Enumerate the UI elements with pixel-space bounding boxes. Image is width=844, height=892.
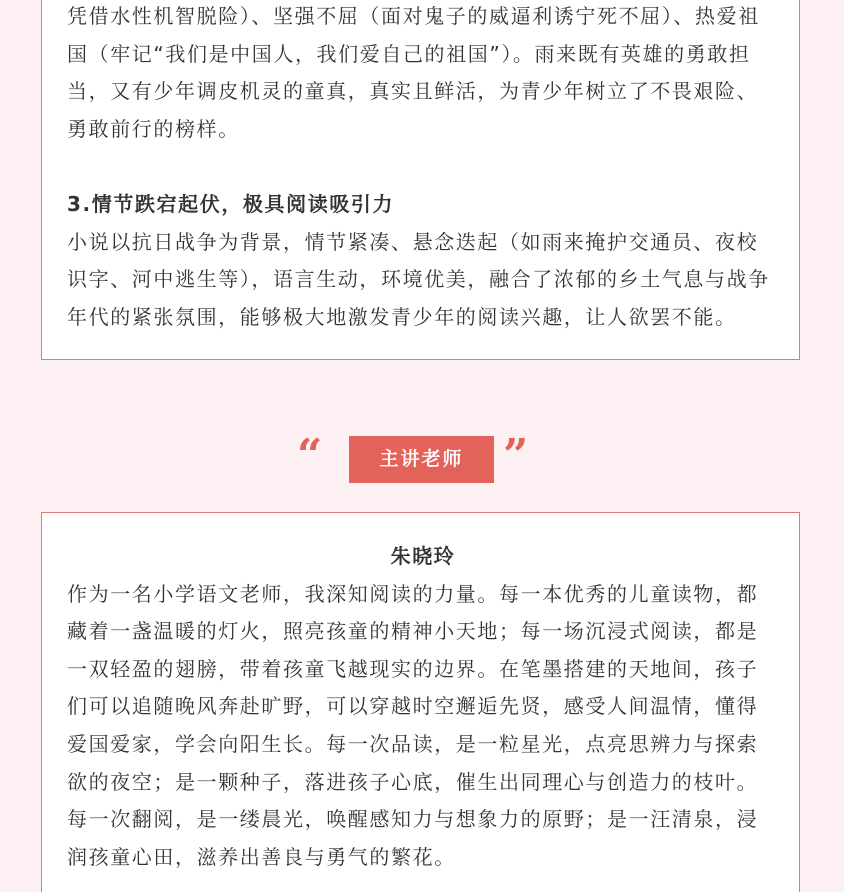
book-intro-card [41, 0, 800, 360]
open-quote-icon: “ [297, 430, 323, 481]
point3-body: 小说以抗日战争为背景，情节紧凑、悬念迭起（如雨来掩护交通员、夜校识字、河中逃生等），语言生动，环境优美，融合了浓郁的乡土气息与战争年代的紧张氛围，能够极大地激发青少年的阅读兴趣，让人欲罢不能。 [67, 229, 770, 329]
teacher-card [41, 512, 800, 892]
point3-heading: 3.情节跌宕起伏，极具阅读吸引力 [67, 191, 395, 216]
paragraph-spacer [67, 148, 779, 186]
teacher-name: 朱晓玲 [390, 544, 456, 568]
teacher-section-header [0, 430, 844, 483]
intro-paragraph-end: 凭借水性机智脱险）、坚强不屈（面对鬼子的威逼利诱宁死不屈）、热爱祖国（牢记“我们是中国人，我们爱自己的祖国”）。雨来既有英雄的勇敢担当，又有少年调皮机灵的童真，真实且鲜活，为青少年树立了不畏艰险、勇敢前行的榜样。 [67, 4, 760, 141]
teacher-text [67, 538, 779, 876]
teacher-intro: 作为一名小学语文老师，我深知阅读的力量。每一本优秀的儿童读物，都藏着一盏温暖的灯火，照亮孩童的精神小天地；每一场沉浸式阅读，都是一双轻盈的翅膀，带着孩童飞越现实的边界。在笔墨搭建的天地间，孩子们可以追随晚风奔赴旷野，可以穿越时空邂逅先贤，感受人间温情，懂得爱国爱家，学会向阳生长。每一次品读，是一粒星光，点亮思辨力与探索欲的夜空；是一颗种子，落进孩子心底，催生出同理心与创造力的枝叶。每一次翻阅，是一缕晨光，唤醒感知力与想象力的原野；是一汪清泉，浸润孩童心田，滋养出善良与勇气的繁花。 [67, 581, 759, 869]
section-title-tag: 主讲老师 [349, 436, 494, 483]
close-quote-icon: ” [503, 430, 529, 481]
book-intro-text [67, 0, 779, 336]
